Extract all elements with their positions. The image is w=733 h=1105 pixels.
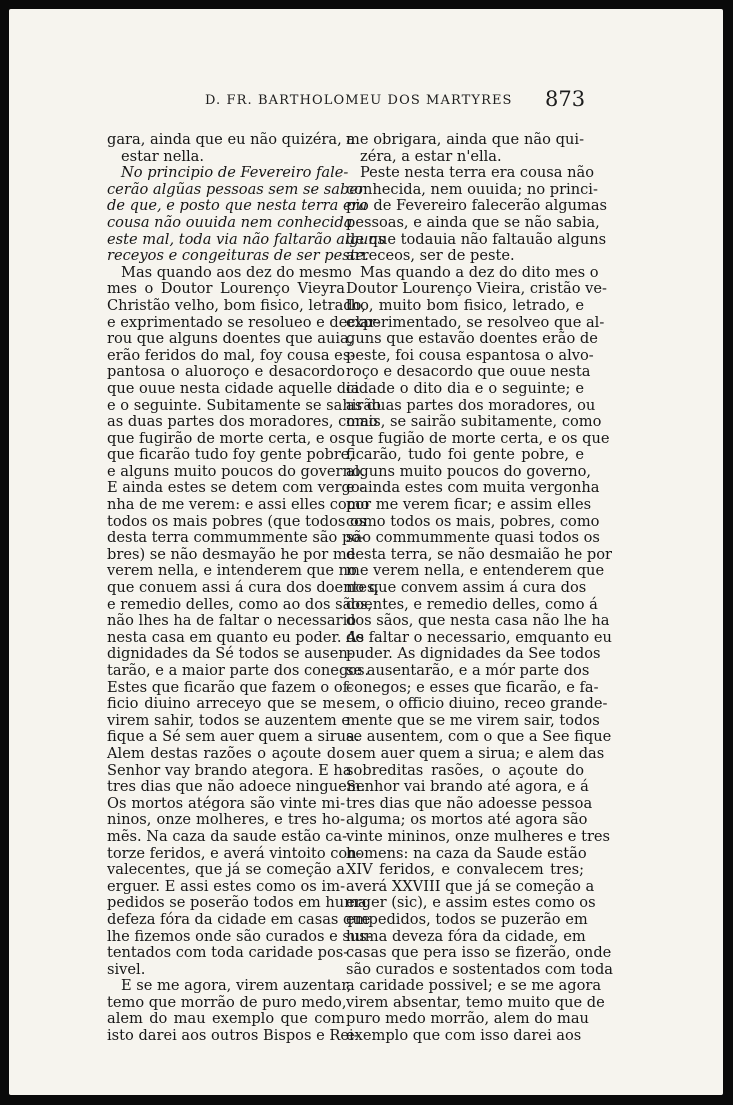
left-column-line: gara, ainda que eu não quizéra, a: [107, 131, 356, 148]
right-column-line: mente que se me virem sair, todos: [346, 711, 600, 729]
running-title: D. FR. BARTHOLOMEU DOS MARTYRES: [205, 93, 513, 108]
left-column-line: verem nella, e intenderem que no: [107, 562, 357, 580]
left-column-line: erguer. E assi estes como os im-: [107, 877, 345, 895]
right-column-line: virem absentar, temo muito que de: [346, 993, 605, 1011]
left-column-line: desta terra commummente são po-: [107, 529, 366, 547]
left-column-line: Senhor vay brando ategora. E ha: [107, 761, 352, 779]
right-column-line: guns que estavão doentes erão de: [346, 330, 598, 348]
right-column-line: averá XXVIII que já se começão a: [346, 877, 595, 895]
right-column-line: Senhor vai brando até agora, e á: [346, 778, 589, 796]
left-column-line: ficio diuino arreceyo que se me: [107, 695, 345, 713]
right-column-line: sobreditas rasões, o açoute do: [346, 761, 584, 779]
right-column-line: tres dias que não adoesse pessoa: [346, 794, 593, 812]
left-column-line: temo que morrão de puro medo,: [107, 993, 347, 1011]
left-column-line: Os mortos atégora são vinte mi-: [107, 794, 345, 812]
right-column-line: as duas partes dos moradores, ou: [346, 396, 596, 414]
left-column-line: fique a Sé sem auer quem a sirua.: [107, 728, 360, 746]
right-column-line: huma deveza fóra da cidade, em: [346, 927, 586, 945]
right-column-line: e ainda estes com muita vergonha: [346, 479, 600, 497]
right-column-line: empedidos, todos se puzerão em: [346, 910, 588, 928]
right-column-line: são commummente quasi todos os: [346, 529, 600, 547]
left-column-line: e alguns muito poucos do governo.: [107, 462, 366, 480]
left-column-line: erão feridos do mal, foy cousa es-: [107, 346, 356, 364]
left-column-line: mẽs. Na caza da saude estão ca-: [107, 827, 348, 845]
left-column-line: nha de me verem: e assi elles como: [107, 496, 370, 514]
left-column-line: defeza fóra da cidade em casas que: [107, 910, 371, 928]
left-column-line: e remedio delles, como ao dos sãos,: [107, 595, 373, 613]
right-column-line: no que convem assim á cura dos: [346, 579, 587, 597]
right-column-line: desta terra, se não desmaião he por: [346, 545, 612, 563]
page-number: 873: [545, 87, 586, 111]
left-column-line: virem sahir, todos se auzentem e: [107, 711, 351, 729]
right-column-line: como todos os mais, pobres, como: [346, 512, 600, 530]
left-column-line: pantosa o aluoroço e desacordo: [107, 363, 345, 381]
left-column-line: E ainda estes se detem com vergo-: [107, 479, 365, 497]
right-column-line: sem, o officio diuino, receo grande-: [346, 695, 608, 713]
right-column-line: arreceos, ser de peste.: [346, 247, 515, 265]
right-column-line: erger (sic), e assim estes como os: [346, 894, 596, 912]
right-column-line: puro medo morrão, alem do mau: [346, 1010, 589, 1028]
left-column-line: que ficarão tudo foy gente pobre,: [107, 446, 355, 464]
left-column-line: nesta casa em quanto eu poder. As: [107, 628, 365, 646]
right-column-line: lho, muito bom fisico, letrado, e: [346, 296, 584, 314]
left-column-line: mes o Doutor Lourenço Vieyra: [107, 280, 345, 298]
right-column-text: [346, 131, 614, 1045]
right-column-line: me verem nella, e entenderem que: [346, 562, 605, 580]
left-column-line: tres dias que não adoece ninguem.: [107, 778, 366, 796]
right-column-line: alguma; os mortos até agora são: [346, 811, 588, 829]
right-column-line: de que todauia não faltauão alguns: [346, 230, 607, 248]
left-column-line: Estes que ficarão que fazem o of-: [107, 678, 353, 696]
book-page: [9, 9, 723, 1095]
left-column-line: torze feridos, e averá vintoito con-: [107, 844, 362, 862]
right-column-line: dos sãos, que nesta casa não lhe ha: [346, 612, 610, 630]
left-column-line: não lhes ha de faltar o necessario: [107, 612, 357, 630]
right-column-line: cidade o dito dia e o seguinte; e: [346, 379, 584, 397]
left-column-line: este mal, toda via não faltarão alguns: [107, 230, 386, 248]
left-column-line: tentados com toda caridade pos-: [107, 944, 349, 962]
right-column-line: mais, se sairão subitamente, como: [346, 413, 602, 431]
left-column-line: bres) se não desmayão he por me: [107, 545, 356, 563]
left-column-line: pedidos se poserão todos em huma: [107, 894, 367, 912]
left-column-line: No principio de Fevereiro fale-: [121, 164, 349, 182]
left-column-line: cousa não ouuida nem conhecida: [107, 213, 353, 231]
left-column-line: sivel.: [107, 960, 146, 978]
left-column-line: de que, e posto que nesta terra era: [107, 197, 368, 215]
left-column-line: que conuem assi á cura dos doentes,: [107, 579, 380, 597]
right-column-line: conhecida, nem ouuida; no princi-: [346, 180, 598, 198]
right-column-line: doentes, e remedio delles, como á: [346, 595, 598, 613]
right-column-line: puder. As dignidades da See todos: [346, 645, 601, 663]
left-column-line: que fugirão de morte certa, e os: [107, 429, 346, 447]
right-column-line: Mas quando a dez do dito mes o: [360, 263, 599, 281]
right-column-line: Doutor Lourenço Vieira, cristão ve-: [346, 280, 607, 298]
right-column-line: que fugião de morte certa, e os que: [346, 429, 610, 447]
right-column-line: se ausentem, com o que a See fique: [346, 728, 612, 746]
left-column-text: [107, 131, 386, 1045]
left-column-line: Alem destas razões o açoute do: [107, 744, 345, 762]
left-column-line: valecentes, que já se começão a: [107, 861, 345, 879]
right-column-line: peste, foi cousa espantosa o alvo-: [346, 346, 594, 364]
right-column-line: zéra, a estar n'ella.: [360, 147, 502, 165]
left-column-line: Mas quando aos dez do mesmo: [121, 263, 352, 281]
left-column-line: isto darei aos outros Bispos e Rei-: [107, 1027, 359, 1045]
left-column-line: que ouue nesta cidade aquelle dia: [107, 379, 360, 397]
right-column-line: sem auer quem a sirua; e alem das: [346, 744, 605, 762]
left-column-line: E se me agora, virem auzentar,: [121, 977, 352, 995]
right-column-line: por me verem ficar; e assim elles: [346, 496, 592, 514]
right-column-line: conegos; e esses que ficarão, e fa-: [346, 678, 599, 696]
right-column-line: homens: na caza da Saude estão: [346, 844, 587, 862]
right-column-line: pio de Fevereiro falecerão algumas: [346, 197, 608, 215]
running-head: [9, 89, 723, 113]
right-column-line: alguns muito poucos do governo,: [346, 462, 592, 480]
left-column-line: tarão, e a maior parte dos conegos.: [107, 662, 370, 679]
right-column-line: experimentado, se resolveo que al-: [346, 313, 605, 331]
left-column-line: rou que alguns doentes que auia,: [107, 330, 354, 348]
left-column-line: lhe fizemos onde são curados e sus-: [107, 927, 372, 945]
right-column-line: a caridade possivel; e se me agora: [346, 977, 602, 995]
right-column-line: exemplo que com isso darei aos: [346, 1027, 582, 1045]
left-column-line: dignidades da Sé todos se ausen-: [107, 645, 353, 663]
right-column-line: se ausentarão, e a mór parte dos: [346, 662, 590, 679]
right-column-line: vinte mininos, onze mulheres e tres: [346, 827, 611, 845]
right-column-line: Peste nesta terra era cousa não: [360, 164, 594, 182]
right-column-line: de faltar o necessario, emquanto eu: [346, 628, 612, 646]
left-column-line: as duas partes dos moradores, como: [107, 413, 378, 431]
left-column-line: receyos e congeituras de ser peste.: [107, 247, 369, 265]
left-column-line: e o seguinte. Subitamente se sahirão: [107, 396, 381, 414]
left-column-line: e exprimentado se resolueo e declar-: [107, 313, 381, 331]
left-column-line: estar nella.: [121, 147, 205, 165]
left-column-line: todos os mais pobres (que todos os: [107, 512, 367, 530]
left-column-line: Christão velho, bom fisico, letrado,: [107, 296, 367, 314]
right-column-line: XIV feridos, e convalecem tres;: [346, 861, 584, 879]
right-column-line: ficarão, tudo foi gente pobre, e: [346, 446, 584, 464]
right-column-line: casas que pera isso se fizerão, onde: [346, 944, 612, 962]
left-column-line: alem do mau exemplo que com: [107, 1010, 345, 1028]
right-column-line: são curados e sostentados com toda: [346, 960, 614, 978]
right-column-line: pessoas, e ainda que se não sabia,: [346, 213, 600, 231]
left-column-line: cerão algũas pessoas sem se saber: [107, 180, 365, 198]
right-column-line: roço e desacordo que ouue nesta: [346, 363, 591, 381]
right-column-line: me obrigara, ainda que não qui-: [346, 131, 584, 148]
left-column-line: ninos, onze molheres, e tres ho-: [107, 811, 345, 829]
